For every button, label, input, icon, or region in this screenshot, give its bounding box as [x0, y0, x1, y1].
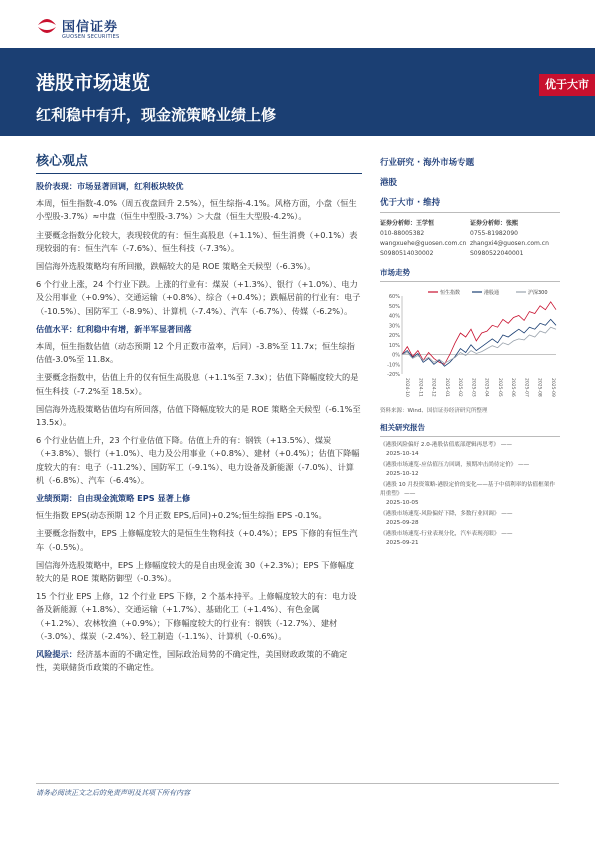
analyst-phone: 0755-81982090: [470, 230, 518, 237]
analyst-license: S0980514030002: [380, 250, 434, 257]
series-line-0: [402, 302, 556, 365]
y-tick-label: -10%: [387, 362, 400, 369]
body-paragraph: 本周，恒生指数估值（动态预期 12 个月正数市盈率，后同）-3.8%至 11.7x；恒生综指估值-3.0%至 11.8x。: [36, 341, 355, 365]
report-title[interactable]: 《港股市场速览-行业表现分化，汽车表现亮眼》 ——: [380, 531, 513, 537]
brand-name-cn: 国信证券: [62, 20, 119, 35]
brand-name-en: GUOSEN SECURITIES: [62, 34, 120, 40]
y-tick-label: 20%: [388, 333, 400, 339]
y-tick-label: -20%: [387, 372, 400, 378]
analyst-label: 证券分析师：: [380, 220, 417, 227]
chart-source: 资料来源：Wind、国信证券经济研究所整理: [380, 408, 488, 414]
analyst-card: [380, 219, 470, 259]
body-paragraph: 主要概念指数中，EPS 上修幅度较大的是恒生生物科技（+0.4%）；EPS 下修的有恒生汽车（-0.5%）。: [36, 528, 358, 552]
x-tick-label: 2025-03: [470, 378, 476, 397]
disclaimer-footer: 请务必阅读正文之后的免责声明及其项下所有内容: [36, 783, 559, 798]
subsection-heading: 股价表现：市场显著回调，红利板块较优: [36, 181, 184, 191]
body-paragraph: 主要概念指数分化较大，表现较优的有：恒生高股息（+1.1%）、恒生消费（+0.1%）表现较弱的有：恒生汽车（-7.6%）、恒生科技（-7.3%）。: [36, 229, 358, 253]
risk-label: 风险提示：: [36, 649, 77, 660]
report-date: 2025-10-05: [386, 500, 419, 506]
x-tick-label: 2025-06: [510, 378, 516, 397]
body-paragraph: 6 个行业上涨，24 个行业下跌。上涨的行业有：煤炭（+1.3%）、银行（+1.0%）、电力及公用事业（+0.9%）、交通运输（+0.8%）、综合（+0.4%）；跌幅居前的行业有：电子（-10.5%）、国防军工（-8.9%）、计算机（-7.4%）、汽车（-6.7%）、传媒（-6.2%）。: [36, 279, 361, 316]
y-tick-label: 50%: [388, 303, 400, 310]
chart-section-title: 市场走势: [380, 267, 560, 282]
x-tick-label: 2025-02: [457, 378, 463, 397]
investment-rating: 优于大市 · 维持: [380, 196, 560, 213]
report-category: 行业研究 · 海外市场专题: [380, 158, 475, 168]
legend-label: 恒生指数: [440, 290, 461, 296]
core-viewpoints: [36, 150, 362, 680]
body-paragraph: 15 个行业 EPS 上修，12 个行业 EPS 下修，2 个基本持平。上修幅度较大的有：电力设备及新能源（+1.8%）、交通运输（+1.7%）、基础化工（+1.4%）、有色金属（+1.2%）、农林牧渔（+0.9%）；下修幅度较大的行业有：钢铁（-12.7%）、建材（-3.0%）、煤炭（-2.4%）、轻工制造（-1.1%）、计算机（-0.6%）。: [36, 591, 357, 641]
report-title[interactable]: 《港股风险偏好 2.0-港股估值底部逻辑再思考》 ——: [380, 442, 512, 448]
x-tick-label: 2025-01: [443, 378, 449, 397]
rating-badge: 优于大市: [539, 74, 595, 96]
report-title[interactable]: 《港股市场速览-应估值压力回调，预期冲击尚待定价》 ——: [380, 462, 530, 468]
report-subtitle: 红利稳中有升，现金流策略业绩上修: [36, 106, 277, 124]
report-banner: [0, 48, 595, 136]
market-label: 港股: [380, 178, 398, 188]
report-title: 港股市场速览: [36, 72, 151, 94]
related-reports-title: 相关研究报告: [380, 422, 560, 437]
related-report-item[interactable]: [380, 530, 560, 548]
market-trend-chart: [380, 286, 560, 404]
paragraph-list: [36, 180, 362, 675]
x-tick-label: 2025-08: [536, 378, 542, 397]
risk-text: 经济基本面的不确定性，国际政治局势的不确定性，美国财政政策的不确定性，美联储货币政策的不确定性。: [36, 649, 348, 673]
report-date: 2025-10-12: [386, 471, 419, 477]
x-tick-label: 2025-04: [483, 378, 489, 397]
body-paragraph: 国信海外选股策略估值均有所回落，估值下降幅度较大的是 ROE 策略全天候型（-6.1%至 13.5x）。: [36, 403, 361, 428]
related-report-item[interactable]: [380, 481, 560, 508]
y-tick-label: 0%: [392, 352, 400, 359]
subsection-heading: 估值水平：红利稳中有增，新半军显著回落: [36, 323, 192, 334]
subsection-heading: 业绩预期：自由现金流策略 EPS 显著上修: [36, 493, 191, 504]
body-paragraph: 本周，恒生指数-4.0%（周五夜盘回升 2.5%），恒生综指-4.1%。风格方面，小盘（恒生小型股-3.7%）≈中盘（恒生中型股-3.7%）＞大盘（恒生大型股-4.2%）。: [36, 198, 357, 222]
analyst-label: 证券分析师：: [470, 220, 507, 227]
report-title[interactable]: 《港股市场速览-风险偏好下降，多数行业回调》 ——: [380, 511, 513, 517]
body-paragraph: 6 个行业估值上升，23 个行业估值下降。估值上升的有：钢铁（+13.5%）、煤炭（+3.8%）、银行（+1.0%）、电力及公用事业（+0.8%）、建材（+0.4%）；估值下降幅度较大的有：电子（-11.2%）、国防军工（-9.1%）、电力设备及新能源（-7.0%）、计算机（-6.8%）、汽车（-6.4%）。: [36, 435, 360, 485]
x-tick-label: 2025-05: [496, 378, 502, 397]
analyst-email[interactable]: wangxuehe@guosen.com.cn: [380, 240, 467, 247]
x-tick-label: 2024-12: [430, 378, 436, 397]
x-tick-label: 2025-07: [523, 378, 529, 397]
legend-label: 沪深300: [528, 290, 548, 296]
report-date: 2025-10-14: [386, 451, 419, 457]
analyst-email[interactable]: zhangxi4@guosen.com.cn: [470, 240, 549, 247]
brand-logo: [36, 13, 146, 43]
body-paragraph: 国信海外选股策略中，EPS 上修幅度较大的是自由现金流 30（+2.3%）；EPS 下修幅度较大的是 ROE 策略防御型（-0.3%）。: [36, 559, 355, 584]
sidebar: [380, 156, 560, 550]
analyst-phone: 010-88005382: [380, 230, 425, 237]
y-tick-label: 30%: [388, 323, 400, 330]
trend-chart-svg: [380, 286, 560, 404]
section-title: 核心观点: [36, 150, 362, 174]
y-tick-label: 10%: [388, 342, 400, 349]
guosen-logo-icon: [36, 15, 58, 37]
risk-warning: [36, 648, 362, 674]
body-paragraph: 恒生指数 EPS(动态预期 12 个月正数 EPS,后同)+0.2%;恒生综指 EPS -0.1%。: [36, 510, 327, 521]
related-report-item[interactable]: [380, 441, 560, 459]
report-title[interactable]: 《港股 10 月投资策略-港股定价的变化——基于中债利率的估值框架作用重塑》 ——: [380, 482, 555, 497]
body-paragraph: 国信海外选股策略均有所回撤，跌幅较大的是 ROE 策略全天候型（-6.3%）。: [36, 261, 316, 272]
related-report-list: [380, 441, 560, 548]
x-tick-label: 2024-11: [417, 378, 423, 397]
related-report-item[interactable]: [380, 510, 560, 528]
y-tick-label: 40%: [388, 313, 400, 320]
y-tick-label: 60%: [388, 294, 400, 300]
related-report-item[interactable]: [380, 461, 560, 479]
x-tick-label: 2025-09: [550, 378, 555, 397]
report-date: 2025-09-28: [386, 520, 419, 526]
analyst-list: [380, 219, 560, 259]
body-paragraph: 主要概念指数中，估值上升的仅有恒生高股息（+1.1%至 7.3x）；估值下降幅度较大的是恒生科技（-7.2%至 18.5x）。: [36, 372, 359, 396]
x-tick-label: 2024-10: [404, 378, 409, 397]
analyst-card: [470, 219, 560, 259]
analyst-name: 王学恒: [416, 220, 435, 227]
analyst-name: 张熙: [506, 220, 519, 227]
legend-label: 港股通: [484, 290, 500, 296]
report-date: 2025-09-21: [386, 540, 419, 546]
analyst-license: S0980522040001: [470, 250, 524, 257]
